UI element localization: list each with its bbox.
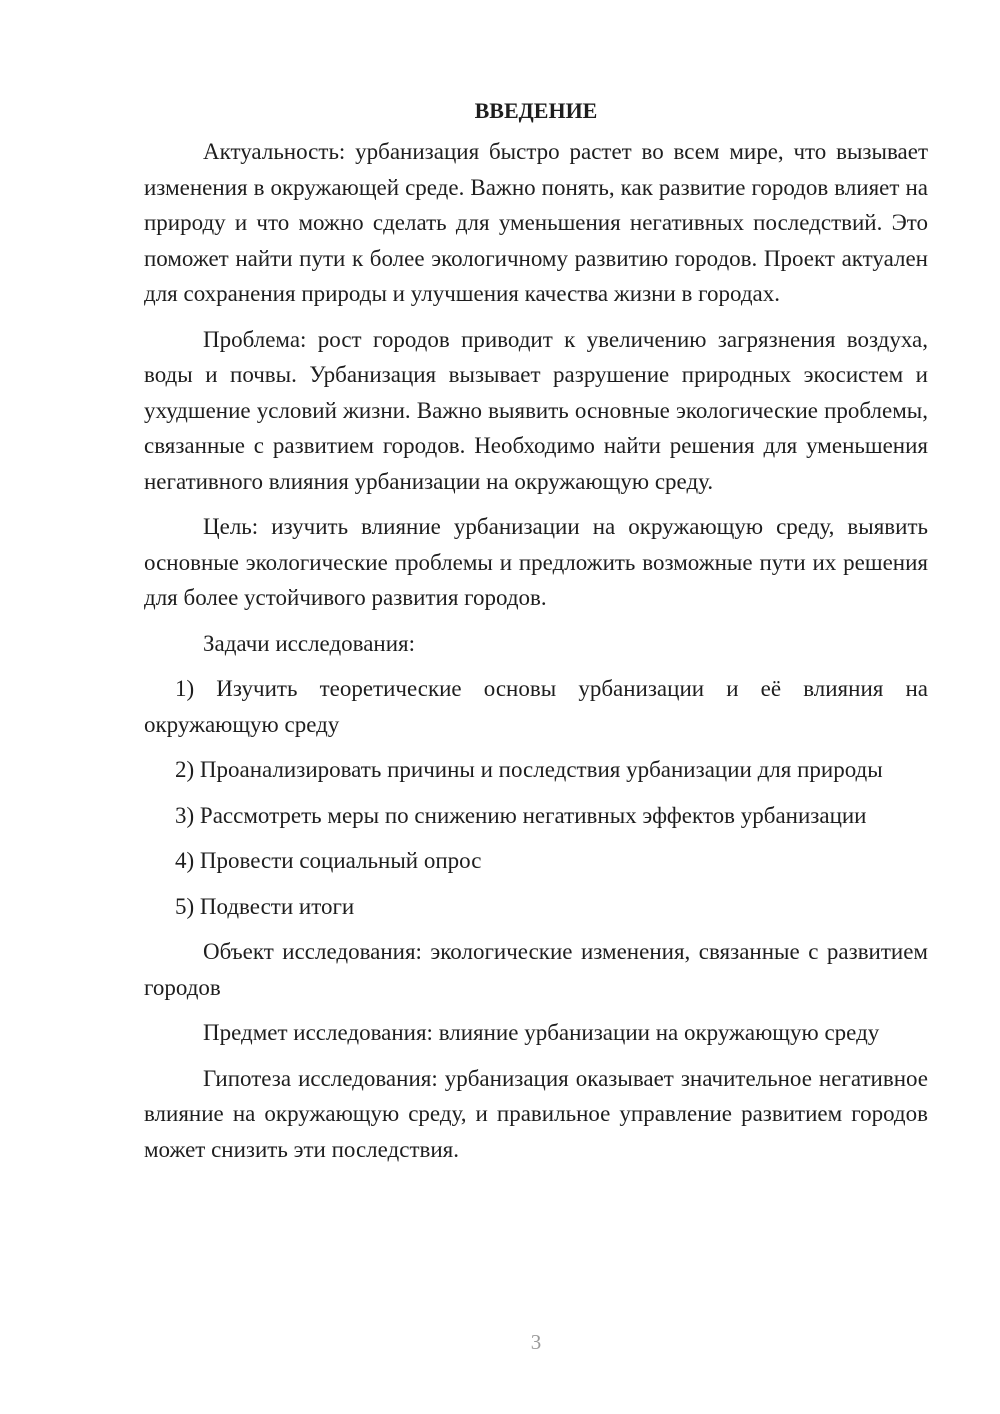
paragraph-problem: Проблема: рост городов приводит к увеличению загрязнения воздуха, воды и почвы. Урбанизация вызывает разрушение природных экосистем и ухудшение условий жизни. Важно выявить основные экологические проблемы, связанные с развитием городов. Необходимо найти решения для уменьшения негативного влияния урбанизации на окружающую среду. bbox=[144, 326, 928, 494]
tasks-heading: Задачи исследования: bbox=[203, 630, 416, 656]
page-number: 3 bbox=[530, 1330, 542, 1354]
page-content bbox=[144, 93, 928, 1177]
list-item: 5) Подвести итоги bbox=[175, 893, 355, 919]
paragraph-subject: Предмет исследования: влияние урбанизации на окружающую среду bbox=[203, 1020, 880, 1045]
paragraph-relevance: Актуальность: урбанизация быстро растет во всем мире, что вызывает изменения в окружающей среде. Важно понять, как развитие городов влияет на природу и что можно сделать для уменьшения негативных последствий. Это поможет найти пути к более экологичному развитию городов. Проект актуален для сохранения природы и улучшения качества жизни в городах. bbox=[144, 139, 928, 306]
tasks-list bbox=[144, 671, 928, 924]
paragraph-object: Объект исследования: экологические изменения, связанные с развитием городов bbox=[144, 939, 928, 1000]
paragraph-goal: Цель: изучить влияние урбанизации на окружающую среду, выявить основные экологические проблемы и предложить возможные пути их решения для более устойчивого развития городов. bbox=[144, 514, 928, 610]
list-item: 2) Проанализировать причины и последствия урбанизации для природы bbox=[175, 757, 883, 782]
list-item: 3) Рассмотреть меры по снижению негативных эффектов урбанизации bbox=[175, 802, 867, 828]
page-title: ВВЕДЕНИЕ bbox=[474, 98, 598, 123]
paragraph-hypothesis: Гипотеза исследования: урбанизация оказывает значительное негативное влияние на окружающую среду, и правильное управление развитием городов может снизить эти последствия. bbox=[144, 1065, 928, 1162]
list-item: 4) Провести социальный опрос bbox=[175, 848, 482, 873]
list-item: 1) Изучить теоретические основы урбанизации и её влияния на окружающую среду bbox=[144, 676, 928, 737]
